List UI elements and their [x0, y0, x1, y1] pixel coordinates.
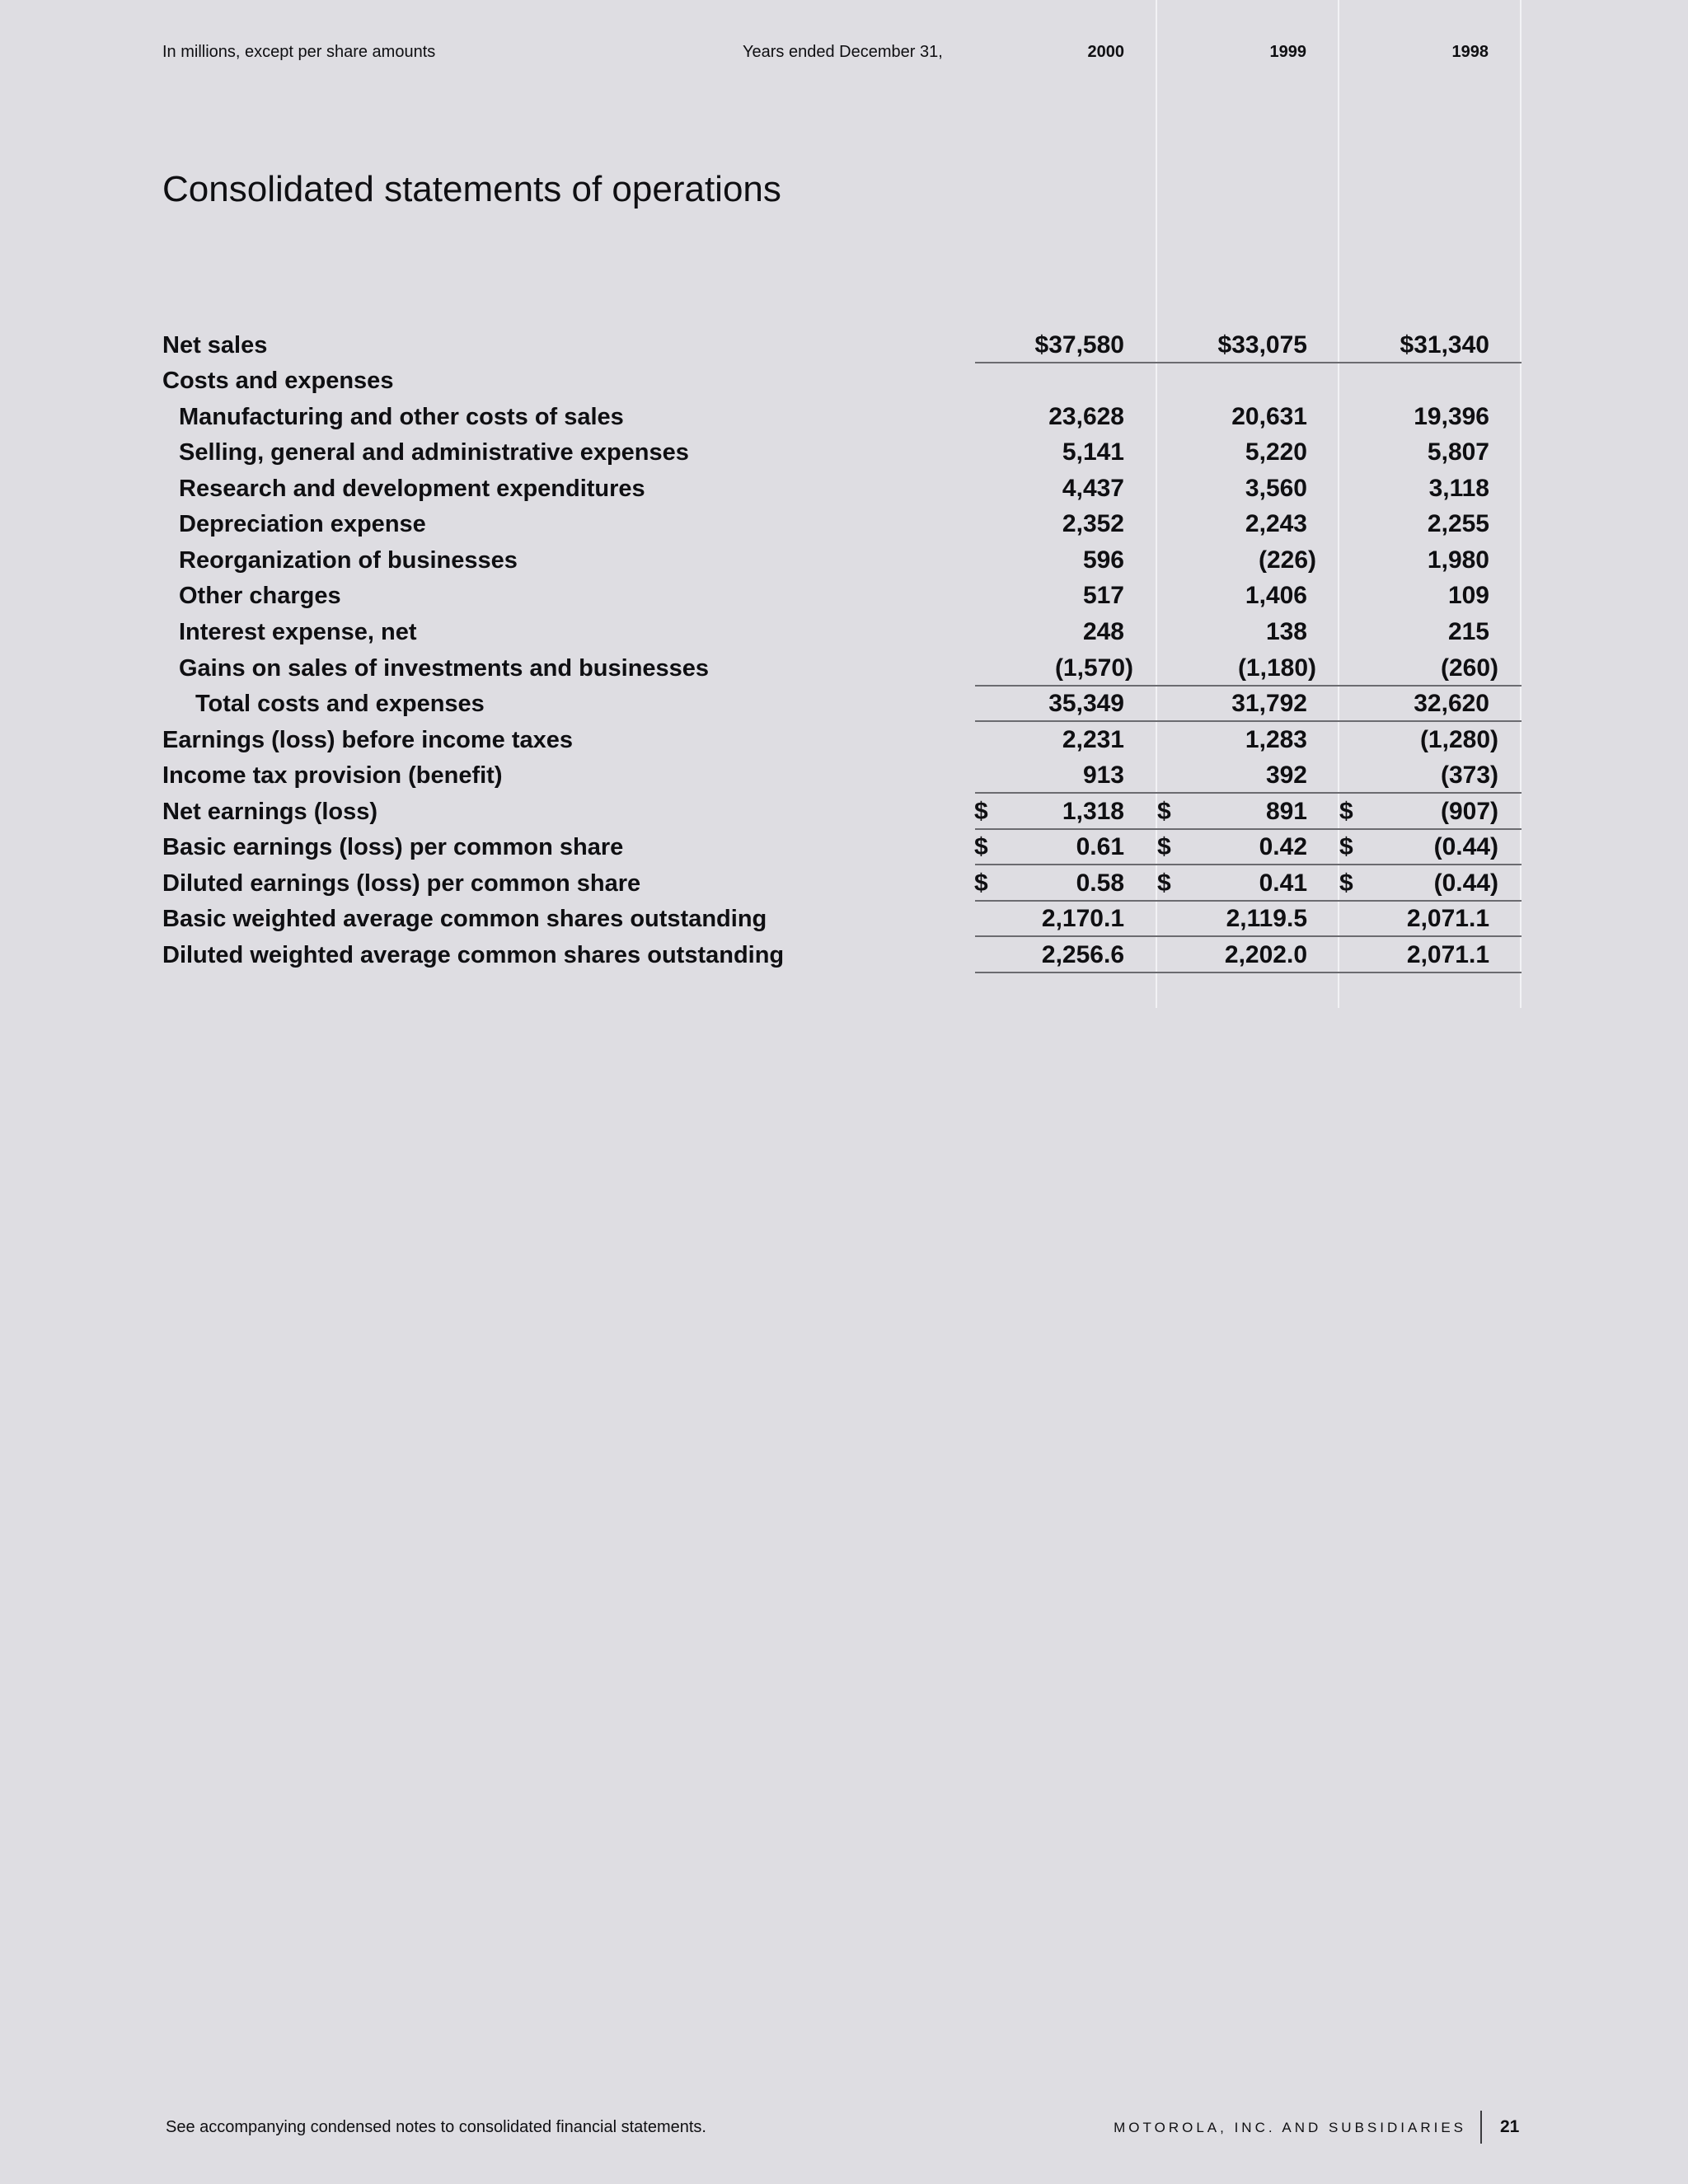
row-label: Interest expense, net: [179, 619, 417, 645]
row-label: Basic earnings (loss) per common share: [162, 834, 624, 860]
year-header-1999: 1999: [1269, 43, 1306, 61]
company-name: MOTOROLA, INC. AND SUBSIDIARIES: [1114, 2120, 1466, 2135]
row-label: Gains on sales of investments and businesses: [179, 655, 710, 682]
row-rule: [975, 362, 1522, 363]
year-header-1998: 1998: [1451, 43, 1489, 61]
row-rule: [975, 792, 1522, 794]
row-label: Depreciation expense: [179, 511, 426, 537]
table-row: Net earnings (loss) $ 1,318 $ 891 $ (907): [0, 794, 1688, 830]
table-row: Depreciation expense 2,352 2,243 2,255: [0, 506, 1688, 542]
table-row: Gains on sales of investments and businesses (1,570) (1,180) (260): [0, 650, 1688, 687]
row-rule: [975, 828, 1522, 830]
row-label: Other charges: [179, 583, 341, 609]
table-row: Net sales $37,580 $33,075 $31,340: [0, 327, 1688, 363]
row-label: Costs and expenses: [162, 368, 394, 394]
row-rule: [975, 720, 1522, 722]
page-title: Consolidated statements of operations: [162, 169, 781, 209]
row-label: Selling, general and administrative expenses: [179, 439, 689, 466]
table-row: Diluted weighted average common shares outstanding 2,256.6 2,202.0 2,071.1: [0, 937, 1688, 973]
row-label: Diluted earnings (loss) per common share: [162, 870, 641, 897]
table-row: Basic weighted average common shares outstanding 2,170.1 2,119.5 2,071.1: [0, 901, 1688, 937]
row-label: Total costs and expenses: [195, 691, 485, 717]
units-note: In millions, except per share amounts: [162, 43, 436, 61]
table-row: Research and development expenditures 4,437 3,560 3,118: [0, 471, 1688, 507]
table-row: Diluted earnings (loss) per common share $ 0.58 $ 0.41 $ (0.44): [0, 865, 1688, 902]
row-label: Net earnings (loss): [162, 799, 378, 825]
table-row: Other charges 517 1,406 109: [0, 578, 1688, 614]
table-row: Earnings (loss) before income taxes 2,231 1,283 (1,280): [0, 722, 1688, 758]
table-row: Basic earnings (loss) per common share $ 0.61 $ 0.42 $ (0.44): [0, 829, 1688, 865]
row-label: Reorganization of businesses: [179, 547, 518, 574]
footer-divider: [1480, 2111, 1482, 2144]
table-row: Income tax provision (benefit) 913 392 (373): [0, 757, 1688, 794]
row-label: Net sales: [162, 332, 268, 359]
row-label: Basic weighted average common shares outstanding: [162, 906, 767, 932]
table-row: Interest expense, net 248 138 215: [0, 614, 1688, 650]
table-row: Manufacturing and other costs of sales 23,628 20,631 19,396: [0, 399, 1688, 435]
page-number: 21: [1500, 2117, 1520, 2136]
table-row: Reorganization of businesses 596 (226) 1,980: [0, 542, 1688, 579]
row-label: Income tax provision (benefit): [162, 762, 503, 789]
row-label: Diluted weighted average common shares outstanding: [162, 942, 785, 968]
footer-note: See accompanying condensed notes to consolidated financial statements.: [166, 2118, 706, 2136]
row-rule: [975, 972, 1522, 973]
row-rule: [975, 864, 1522, 865]
row-label: Earnings (loss) before income taxes: [162, 727, 573, 753]
table-row: [0, 363, 1688, 399]
table-row: Total costs and expenses 35,349 31,792 32,620: [0, 686, 1688, 722]
row-rule: [975, 685, 1522, 687]
year-header-2000: 2000: [1087, 43, 1124, 61]
row-label: Research and development expenditures: [179, 476, 645, 502]
row-rule: [975, 935, 1522, 937]
period-label: Years ended December 31,: [743, 43, 943, 61]
row-rule: [975, 900, 1522, 902]
row-label: Manufacturing and other costs of sales: [179, 404, 624, 430]
table-row: Selling, general and administrative expenses 5,141 5,220 5,807: [0, 434, 1688, 471]
